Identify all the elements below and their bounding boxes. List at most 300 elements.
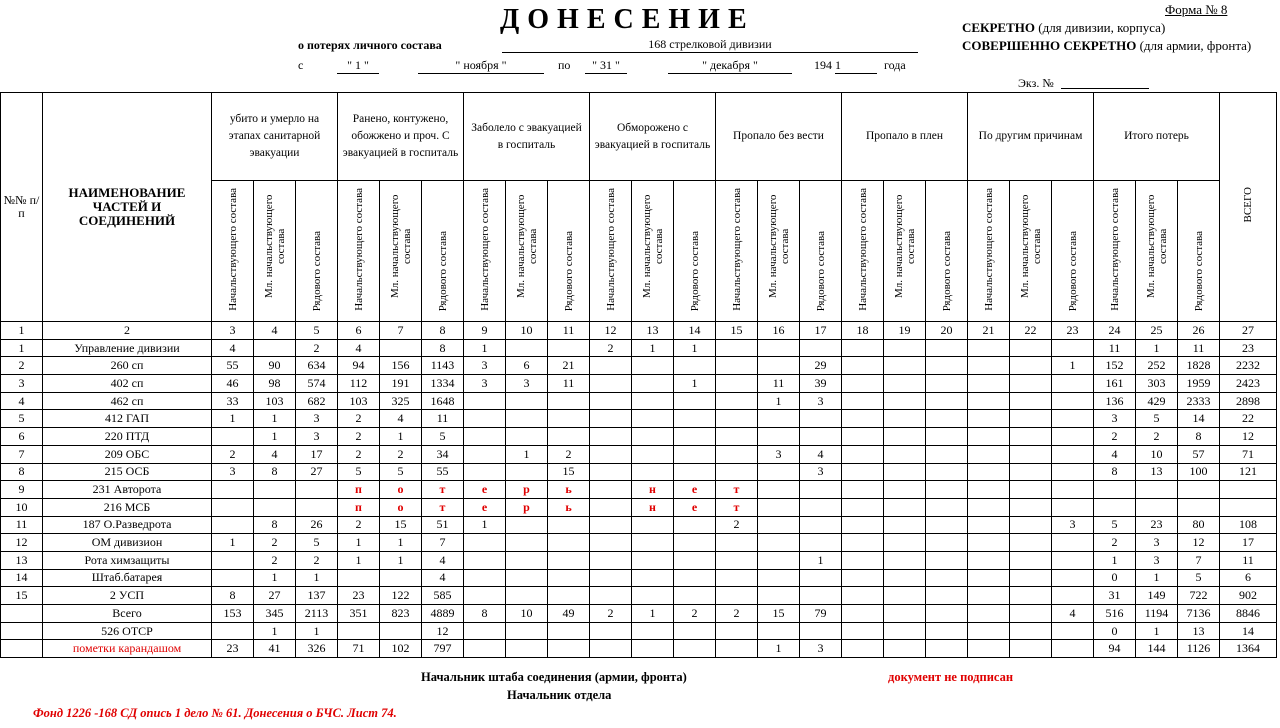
value-cell: 2: [296, 551, 338, 569]
value-cell: [716, 551, 758, 569]
value-cell: [716, 357, 758, 375]
value-cell: 108: [1220, 516, 1277, 534]
value-cell: 21: [548, 357, 590, 375]
value-cell: [1010, 481, 1052, 499]
column-number-cell: 24: [1094, 322, 1136, 340]
losses-table: [0, 92, 1277, 658]
value-cell: [506, 551, 548, 569]
value-cell: 55: [212, 357, 254, 375]
value-cell: [548, 640, 590, 658]
value-cell: 8: [212, 587, 254, 605]
value-cell: [590, 410, 632, 428]
value-cell: 3: [296, 428, 338, 446]
value-cell: [926, 605, 968, 623]
value-cell: 5: [380, 463, 422, 481]
value-cell: 2: [1136, 428, 1178, 446]
value-cell: 6: [506, 357, 548, 375]
value-cell: [842, 587, 884, 605]
value-cell: 26: [296, 516, 338, 534]
value-cell: [884, 445, 926, 463]
value-cell: 122: [380, 587, 422, 605]
table-row: [1, 428, 1277, 446]
value-cell: [1178, 498, 1220, 516]
value-cell: 2: [296, 339, 338, 357]
value-cell: 1: [632, 605, 674, 623]
value-cell: [758, 481, 800, 499]
value-cell: [632, 569, 674, 587]
value-cell: [212, 516, 254, 534]
value-cell: [716, 534, 758, 552]
value-cell: [926, 410, 968, 428]
value-cell: [1010, 357, 1052, 375]
row-number-cell: [1, 640, 43, 658]
value-cell: [968, 410, 1010, 428]
value-cell: [800, 587, 842, 605]
value-cell: 3: [464, 375, 506, 393]
value-cell: [590, 463, 632, 481]
value-cell: [590, 551, 632, 569]
value-cell: 41: [254, 640, 296, 658]
value-cell: 1: [254, 622, 296, 640]
value-cell: 1: [1094, 551, 1136, 569]
value-cell: [926, 375, 968, 393]
form-number: Форма № 8: [1165, 2, 1228, 17]
unit-name-cell: 220 ПТД: [43, 428, 212, 446]
value-cell: 2: [674, 605, 716, 623]
value-cell: [926, 516, 968, 534]
value-cell: [506, 516, 548, 534]
value-cell: 722: [1178, 587, 1220, 605]
value-cell: [926, 640, 968, 658]
value-cell: [632, 534, 674, 552]
value-cell: 11: [758, 375, 800, 393]
value-cell: [254, 339, 296, 357]
subcol-header-label: Мл. начальствующего состава: [262, 194, 287, 298]
subcol-header: [212, 181, 254, 322]
value-cell: [1010, 551, 1052, 569]
column-number-cell: 26: [1178, 322, 1220, 340]
table-row: [1, 375, 1277, 393]
subcol-header: [1094, 181, 1136, 322]
to-label: по: [558, 58, 571, 72]
copy-number-label: Экз. №: [1018, 76, 1054, 90]
value-cell: 80: [1178, 516, 1220, 534]
value-cell: [968, 375, 1010, 393]
value-cell: [212, 428, 254, 446]
value-cell: [884, 498, 926, 516]
value-cell: 1959: [1178, 375, 1220, 393]
value-cell: 15: [548, 463, 590, 481]
value-cell: 8: [254, 463, 296, 481]
value-cell: [590, 587, 632, 605]
unit-name-cell: Штаб.батарея: [43, 569, 212, 587]
value-cell: [590, 569, 632, 587]
table-row: [1, 516, 1277, 534]
value-cell: [884, 516, 926, 534]
value-cell: [884, 392, 926, 410]
value-cell: [506, 339, 548, 357]
col-name-text: НАИМЕНОВАНИЕ ЧАСТЕЙ И СОЕДИНЕНИЙ: [68, 185, 186, 228]
value-cell: [926, 463, 968, 481]
subcol-header: [590, 181, 632, 322]
value-cell: [632, 375, 674, 393]
value-cell: [716, 622, 758, 640]
value-cell: 2: [590, 339, 632, 357]
value-cell: [464, 640, 506, 658]
value-cell: 10: [506, 605, 548, 623]
to-day: " 31 ": [585, 58, 627, 74]
value-cell: [800, 481, 842, 499]
value-cell: [296, 481, 338, 499]
value-cell: [758, 534, 800, 552]
value-cell: [842, 498, 884, 516]
value-cell: 17: [1220, 534, 1277, 552]
value-cell: [1220, 481, 1277, 499]
value-cell: 94: [338, 357, 380, 375]
value-cell: [968, 339, 1010, 357]
value-cell: 2: [548, 445, 590, 463]
value-cell: [506, 463, 548, 481]
value-cell: о: [380, 498, 422, 516]
row-number-cell: 14: [1, 569, 43, 587]
value-cell: [1010, 587, 1052, 605]
subcol-header-label: Мл. начальствующего состава: [766, 194, 791, 298]
value-cell: 326: [296, 640, 338, 658]
value-cell: [380, 569, 422, 587]
value-cell: [926, 445, 968, 463]
table-row: [1, 605, 1277, 623]
unit-name-cell: 260 сп: [43, 357, 212, 375]
year-label: года: [884, 58, 906, 72]
value-cell: р: [506, 481, 548, 499]
value-cell: [968, 605, 1010, 623]
value-cell: [968, 569, 1010, 587]
value-cell: 12: [1178, 534, 1220, 552]
value-cell: [1010, 534, 1052, 552]
value-cell: [800, 622, 842, 640]
table-row: [1, 357, 1277, 375]
value-cell: [590, 481, 632, 499]
row-number-cell: [1, 605, 43, 623]
value-cell: [632, 516, 674, 534]
value-cell: [548, 516, 590, 534]
value-cell: [758, 339, 800, 357]
value-cell: [674, 428, 716, 446]
value-cell: 1828: [1178, 357, 1220, 375]
value-cell: [968, 463, 1010, 481]
value-cell: 14: [1178, 410, 1220, 428]
column-number-cell: 12: [590, 322, 632, 340]
value-cell: [548, 534, 590, 552]
column-number-cell: 7: [380, 322, 422, 340]
value-cell: 8: [1094, 463, 1136, 481]
value-cell: [590, 498, 632, 516]
value-cell: [926, 534, 968, 552]
value-cell: 4: [422, 569, 464, 587]
value-cell: [338, 622, 380, 640]
value-cell: [1010, 640, 1052, 658]
value-cell: [506, 640, 548, 658]
column-number-cell: 9: [464, 322, 506, 340]
value-cell: [884, 622, 926, 640]
value-cell: [968, 640, 1010, 658]
value-cell: 1648: [422, 392, 464, 410]
value-cell: [674, 392, 716, 410]
document-title: ДОНЕСЕНИЕ: [500, 4, 755, 35]
value-cell: 4889: [422, 605, 464, 623]
unsigned-note: документ не подписан: [888, 670, 1014, 684]
subcol-header: [632, 181, 674, 322]
unit-name-cell: 231 Авторота: [43, 481, 212, 499]
subcol-header: [842, 181, 884, 322]
value-cell: [842, 392, 884, 410]
value-cell: 1: [338, 534, 380, 552]
value-cell: [674, 587, 716, 605]
subcol-header-label: Рядового состава: [1066, 230, 1079, 311]
value-cell: [968, 445, 1010, 463]
value-cell: 1126: [1178, 640, 1220, 658]
row-number-cell: 13: [1, 551, 43, 569]
value-cell: 152: [1094, 357, 1136, 375]
subcol-header: [380, 181, 422, 322]
row-number-cell: 10: [1, 498, 43, 516]
subcol-header-label: Мл. начальствующего состава: [640, 194, 665, 298]
value-cell: 4: [800, 445, 842, 463]
value-cell: 429: [1136, 392, 1178, 410]
value-cell: 351: [338, 605, 380, 623]
value-cell: 12: [1220, 428, 1277, 446]
value-cell: [1052, 587, 1094, 605]
value-cell: [380, 339, 422, 357]
value-cell: [548, 622, 590, 640]
subcol-header: [338, 181, 380, 322]
unit-name-cell: Всего: [43, 605, 212, 623]
value-cell: 137: [296, 587, 338, 605]
signature-chief-of-staff: Начальник штаба соединения (армии, фронта): [421, 670, 687, 684]
value-cell: 11: [548, 375, 590, 393]
value-cell: 153: [212, 605, 254, 623]
column-number-cell: 21: [968, 322, 1010, 340]
value-cell: [716, 392, 758, 410]
value-cell: [842, 534, 884, 552]
value-cell: [1010, 428, 1052, 446]
column-number-cell: 11: [548, 322, 590, 340]
value-cell: [884, 463, 926, 481]
value-cell: 2: [212, 445, 254, 463]
row-number-cell: 6: [1, 428, 43, 446]
value-cell: [506, 392, 548, 410]
value-cell: 46: [212, 375, 254, 393]
value-cell: [548, 410, 590, 428]
column-number-cell: 6: [338, 322, 380, 340]
value-cell: 13: [1178, 622, 1220, 640]
subcol-header-label: Рядового состава: [436, 230, 449, 311]
value-cell: [674, 516, 716, 534]
value-cell: 11: [422, 410, 464, 428]
value-cell: 2: [254, 551, 296, 569]
value-cell: [926, 498, 968, 516]
value-cell: [842, 428, 884, 446]
value-cell: 2: [254, 534, 296, 552]
value-cell: о: [380, 481, 422, 499]
value-cell: [632, 428, 674, 446]
value-cell: [800, 410, 842, 428]
value-cell: ь: [548, 481, 590, 499]
table-row: [1, 445, 1277, 463]
value-cell: [506, 410, 548, 428]
value-cell: 79: [800, 605, 842, 623]
secret-classification: [962, 20, 1165, 36]
value-cell: [842, 410, 884, 428]
value-cell: 1: [212, 534, 254, 552]
value-cell: [1178, 481, 1220, 499]
subcol-header-label: Рядового состава: [562, 230, 575, 311]
column-number-cell: 5: [296, 322, 338, 340]
column-number-cell: 20: [926, 322, 968, 340]
value-cell: е: [674, 481, 716, 499]
unit-name-cell: Управление дивизии: [43, 339, 212, 357]
value-cell: 516: [1094, 605, 1136, 623]
row-number-cell: 8: [1, 463, 43, 481]
value-cell: [464, 551, 506, 569]
value-cell: 0: [1094, 569, 1136, 587]
value-cell: 11: [1220, 551, 1277, 569]
value-cell: [968, 481, 1010, 499]
subcol-header-label: Начальствующего состава: [352, 188, 365, 311]
subcol-header: [548, 181, 590, 322]
row-number-cell: 12: [1, 534, 43, 552]
value-cell: [212, 498, 254, 516]
value-cell: [464, 392, 506, 410]
value-cell: [842, 357, 884, 375]
value-cell: [842, 640, 884, 658]
unit-name-cell: Рота химзащиты: [43, 551, 212, 569]
value-cell: 2: [716, 605, 758, 623]
value-cell: [1052, 410, 1094, 428]
value-cell: 27: [254, 587, 296, 605]
value-cell: 10: [1136, 445, 1178, 463]
value-cell: 90: [254, 357, 296, 375]
value-cell: 31: [1094, 587, 1136, 605]
value-cell: [758, 622, 800, 640]
from-label: с: [298, 58, 304, 72]
value-cell: 1: [296, 569, 338, 587]
value-cell: [842, 375, 884, 393]
value-cell: 15: [758, 605, 800, 623]
row-number-cell: 2: [1, 357, 43, 375]
value-cell: [1010, 375, 1052, 393]
value-cell: 1: [338, 551, 380, 569]
value-cell: 1: [1136, 569, 1178, 587]
value-cell: [548, 392, 590, 410]
value-cell: [884, 357, 926, 375]
value-cell: [254, 498, 296, 516]
value-cell: [212, 551, 254, 569]
subcol-header-label: Начальствующего состава: [856, 188, 869, 311]
value-cell: 2232: [1220, 357, 1277, 375]
value-cell: [590, 622, 632, 640]
column-number-cell: 14: [674, 322, 716, 340]
column-number-cell: 3: [212, 322, 254, 340]
value-cell: [758, 551, 800, 569]
subcol-header-label: Рядового состава: [940, 230, 953, 311]
subcol-header: [254, 181, 296, 322]
subcol-header: [296, 181, 338, 322]
value-cell: [1052, 534, 1094, 552]
value-cell: [590, 428, 632, 446]
value-cell: [842, 463, 884, 481]
value-cell: 4: [212, 339, 254, 357]
value-cell: п: [338, 498, 380, 516]
value-cell: 585: [422, 587, 464, 605]
value-cell: 3: [800, 463, 842, 481]
value-cell: [968, 357, 1010, 375]
value-cell: [842, 516, 884, 534]
subcol-header: [464, 181, 506, 322]
table-row: [1, 587, 1277, 605]
value-cell: 8: [254, 516, 296, 534]
value-cell: [716, 445, 758, 463]
subcol-header: [716, 181, 758, 322]
value-cell: [758, 498, 800, 516]
value-cell: 11: [1094, 339, 1136, 357]
value-cell: 3: [464, 357, 506, 375]
value-cell: [1052, 622, 1094, 640]
column-number-cell: 10: [506, 322, 548, 340]
value-cell: 14: [1220, 622, 1277, 640]
value-cell: [968, 587, 1010, 605]
value-cell: [1052, 569, 1094, 587]
value-cell: 1: [674, 339, 716, 357]
value-cell: [296, 498, 338, 516]
subcol-header-label: Мл. начальствующего состава: [1144, 194, 1169, 298]
value-cell: 4: [338, 339, 380, 357]
value-cell: 4: [380, 410, 422, 428]
value-cell: 71: [1220, 445, 1277, 463]
value-cell: [716, 339, 758, 357]
value-cell: 1: [1052, 357, 1094, 375]
unit-name-cell: пометки карандашом: [43, 640, 212, 658]
value-cell: 33: [212, 392, 254, 410]
value-cell: 2: [338, 445, 380, 463]
value-cell: [1052, 481, 1094, 499]
value-cell: 3: [212, 463, 254, 481]
column-number-cell: 17: [800, 322, 842, 340]
value-cell: [800, 569, 842, 587]
value-cell: [884, 569, 926, 587]
value-cell: [968, 534, 1010, 552]
value-cell: 1143: [422, 357, 464, 375]
subcol-header-label: Начальствующего состава: [1108, 188, 1121, 311]
value-cell: 34: [422, 445, 464, 463]
subcol-header: [1052, 181, 1094, 322]
subcol-header: [422, 181, 464, 322]
value-cell: [380, 622, 422, 640]
value-cell: [716, 375, 758, 393]
value-cell: 5: [1094, 516, 1136, 534]
value-cell: [800, 534, 842, 552]
table-row: [1, 498, 1277, 516]
value-cell: 1: [464, 516, 506, 534]
value-cell: [674, 357, 716, 375]
subcol-header-label: Начальствующего состава: [478, 188, 491, 311]
value-cell: [716, 640, 758, 658]
value-cell: [926, 481, 968, 499]
value-cell: 2333: [1178, 392, 1220, 410]
value-cell: [1052, 640, 1094, 658]
unit-name-cell: 187 О.Разведрота: [43, 516, 212, 534]
value-cell: 823: [380, 605, 422, 623]
